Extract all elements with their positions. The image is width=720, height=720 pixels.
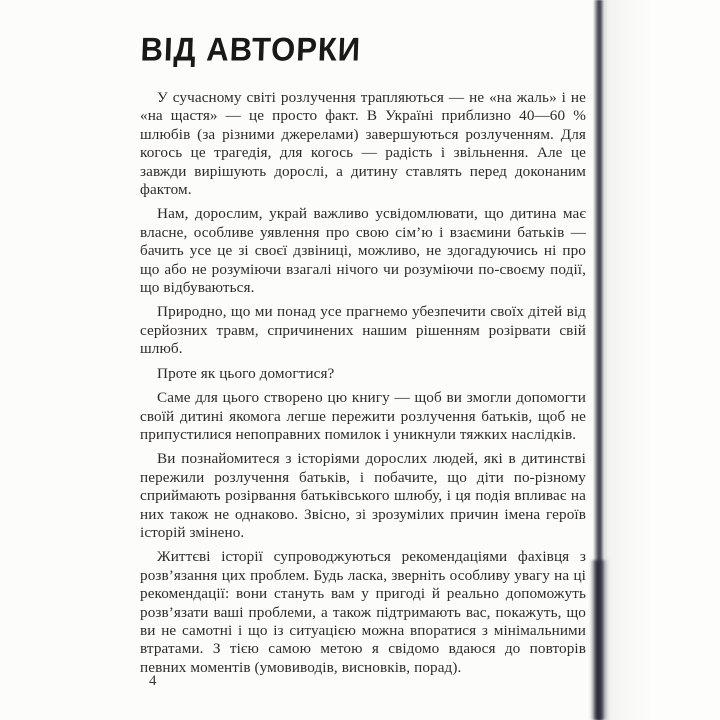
body-paragraph: Саме для цього створено цю книгу — щоб ви змогли допомогти своїй дитині якомога легше пережити розлучення батьків, щоб не припустилися непоправних помилок і уникнули тяжких наслідків.	[140, 389, 586, 443]
body-text	[140, 89, 586, 677]
body-paragraph: Природно, що ми понад усе прагнемо убезпечити своїх дітей від серйозних травм, спричинених нашим рішенням розірвати свій шлюб.	[140, 303, 586, 358]
page-edge-shadow-bottom	[590, 560, 610, 720]
page-number: 4	[149, 673, 157, 689]
page-content	[140, 30, 586, 683]
body-paragraph: Нам, дорослим, украй важливо усвідомлювати, що дитина має власне, особливе уявлення про свою сім’ю і взаємини батьків — бачить усе це зі своєї дзвіниці, можливо, не здогадуючись ні про що або не розуміючи взагалі нічого чи розуміючи по-своєму події, що відбуваються.	[140, 205, 586, 297]
body-paragraph: Життєві історії супроводжуються рекомендаціями фахівця з розв’язання цих проблем. Будь ласка, зверніть особливу увагу на ці рекомендації: вони стануть вам у пригоді й реально допоможуть розв’язати ваші проблеми, а також підтримають вас, покажуть, що ви не самотні і що із ситуацією можна впоратися з мінімальними втратами. З тією самою метою я свідомо вдаюся до повторів певних моментів (умовиводів, висновків, порад).	[140, 548, 586, 676]
chapter-title: ВІД АВТОРКИ	[140, 30, 362, 68]
body-paragraph: Ви познайомитеся з історіями дорослих людей, які в дитинстві пережили розлучення батьків, і побачите, що діти по-різному сприймають розірвання батьківського шлюбу, і ця подія впливає на них також не однаково. Звісно, зі зрозумілих причин імена героїв історій змінено.	[140, 450, 586, 541]
adjacent-page-paper	[606, 0, 720, 720]
body-paragraph: Проте як цього домогтися?	[157, 364, 335, 382]
body-paragraph: У сучасному світі розлучення трапляються — не «на жаль» і не «на щастя» — це просто факт. В Україні приблизно 40—60 % шлюбів (за різними джерелами) завершуються розлученням. Для когось це трагедія, для когось — радість і звільнення. Але це завжди вирішують дорослі, а дитину ставлять перед доконаним фактом.	[140, 89, 586, 199]
